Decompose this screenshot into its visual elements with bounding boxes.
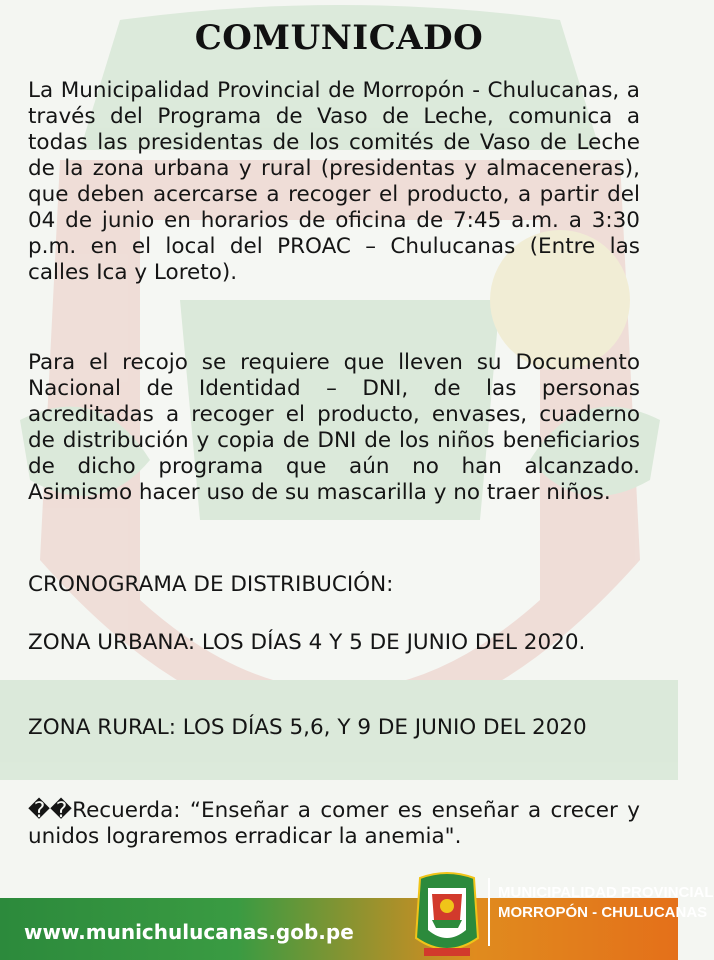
footer bbox=[0, 862, 714, 960]
reminder-quote: ��Recuerda: “Enseñar a comer es enseñar a crecer y unidos lograremos erradicar la anemia". bbox=[28, 798, 640, 849]
schedule-rural-zone: ZONA RURAL: LOS DÍAS 5,6, Y 9 DE JUNIO DEL 2020 bbox=[28, 715, 587, 740]
municipal-crest-icon bbox=[414, 868, 480, 958]
website-link[interactable]: www.munichulucanas.gob.pe bbox=[24, 920, 354, 944]
schedule-heading: CRONOGRAMA DE DISTRIBUCIÓN: bbox=[28, 572, 394, 597]
org-name-line2: MORROPÓN - CHULUCANAS bbox=[498, 904, 708, 921]
paragraph-requirements: Para el recojo se requiere que lleven su Documento Nacional de Identidad – DNI, de las personas acreditadas a recoger el producto, envases, cuaderno de distribución y copia de DNI de los niños beneficiarios de dicho programa que aún no han alcanzado. Asimismo hacer uso de su mascarilla y no traer niños. bbox=[28, 350, 640, 505]
page-title: COMUNICADO bbox=[194, 18, 484, 58]
org-name-line1: MUNICIPALIDAD PROVINCIAL bbox=[498, 884, 714, 901]
footer-divider bbox=[488, 878, 490, 946]
paragraph-announcement: La Municipalidad Provincial de Morropón - Chulucanas, a través del Programa de Vaso de Leche, comunica a todas las presidentas de los comités de Vaso de Leche de la zona urbana y rural (presidentas y almaceneras), que deben acercarse a recoger el producto, a partir del 04 de junio en horarios de oficina de 7:45 a.m. a 3:30 p.m. en el local del PROAC – Chulucanas (Entre las calles Ica y Loreto). bbox=[28, 78, 640, 285]
schedule-urban-zone: ZONA URBANA: LOS DÍAS 4 Y 5 DE JUNIO DEL 2020. bbox=[28, 630, 586, 655]
